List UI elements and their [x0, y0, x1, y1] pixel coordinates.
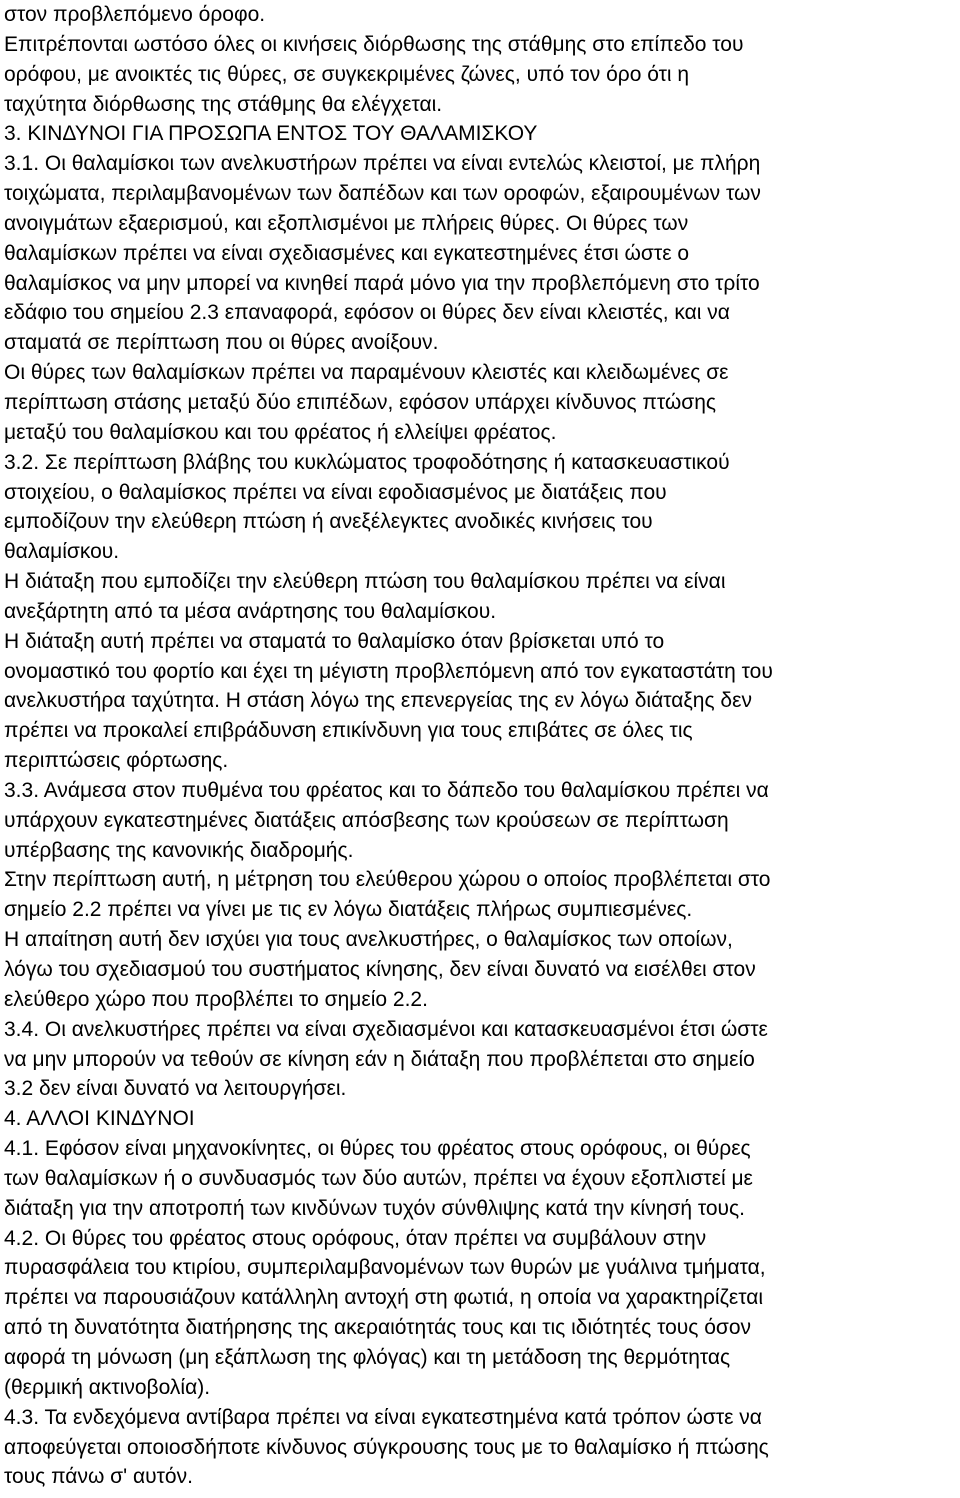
- text-line: 3.4. Οι ανελκυστήρες πρέπει να είναι σχεδιασμένοι και κατασκευασμένοι έτσι ώστε: [4, 1017, 768, 1041]
- text-line: σταματά σε περίπτωση που οι θύρες ανοίξουν.: [4, 331, 439, 355]
- text-line: στον προβλεπόμενο όροφο.: [4, 3, 266, 26]
- text-line: 4.1. Εφόσον είναι μηχανοκίνητες, οι θύρες του φρέατος στους ορόφους, οι θύρες: [4, 1137, 751, 1161]
- text-line: υπέρβασης της κανονικής διαδρομής.: [4, 838, 354, 862]
- text-line: Οι θύρες των θαλαμίσκων πρέπει να παραμένουν κλειστές και κλειδωμένες σε: [4, 361, 729, 385]
- text-line: ελεύθερο χώρο που προβλέπει το σημείο 2.2.: [4, 987, 428, 1011]
- text-line: 4.2. Οι θύρες του φρέατος στους ορόφους, όταν πρέπει να συμβάλουν στην: [4, 1226, 707, 1250]
- text-line: 4.3. Τα ενδεχόμενα αντίβαρα πρέπει να είναι εγκατεστημένα κατά τρόπον ώστε να: [4, 1405, 762, 1429]
- text-line: υπάρχουν εγκατεστημένες διατάξεις απόσβεσης των κρούσεων σε περίπτωση: [4, 808, 729, 832]
- text-line: αποφεύγεται οποιοσδήποτε κίνδυνος σύγκρουσης τους με το θαλαμίσκο ή πτώσης: [4, 1435, 769, 1459]
- text-line: πυρασφάλεια του κτιρίου, συμπεριλαμβανομένων των θυρών με γυάλινα τμήματα,: [4, 1256, 766, 1280]
- text-line: Η απαίτηση αυτή δεν ισχύει για τους ανελκυστήρες, ο θαλαμίσκος των οποίων,: [4, 928, 733, 952]
- text-line: τοιχώματα, περιλαμβανομένων των δαπέδων και των οροφών, εξαιρουμένων των: [4, 182, 761, 206]
- text-line: θαλαμίσκου.: [4, 540, 120, 564]
- text-line: ανεξάρτητη από τα μέσα ανάρτησης του θαλαμίσκου.: [4, 599, 497, 623]
- text-line: Η διάταξη που εμποδίζει την ελεύθερη πτώση του θαλαμίσκου πρέπει να είναι: [4, 570, 726, 594]
- text-line: περιπτώσεις φόρτωσης.: [4, 749, 229, 773]
- text-line: ανοιγμάτων εξαερισμού, και εξοπλισμένοι με πλήρεις θύρες. Οι θύρες των: [4, 211, 689, 235]
- text-line: ανελκυστήρα ταχύτητα. Η στάση λόγω της επενεργείας της εν λόγω διάταξης δεν: [4, 689, 752, 713]
- text-line: περίπτωση στάσης μεταξύ δύο επιπέδων, εφόσον υπάρχει κίνδυνος πτώσης: [4, 390, 717, 414]
- text-line: ταχύτητα διόρθωσης της στάθμης θα ελέγχεται.: [4, 92, 443, 116]
- text-line: 3.2 δεν είναι δυνατό να λειτουργήσει.: [4, 1077, 347, 1101]
- text-line: θαλαμίσκος να μην μπορεί να κινηθεί παρά μόνο για την προβλεπόμενη στο τρίτο: [4, 271, 760, 295]
- text-line: εδάφιο του σημείου 2.3 επαναφορά, εφόσον οι θύρες δεν είναι κλειστές, και να: [4, 301, 730, 325]
- document-text: [4, 0, 954, 1492]
- text-line: 4. ΑΛΛΟΙ ΚΙΝΔΥΝΟΙ: [4, 1107, 195, 1131]
- text-line: ορόφου, με ανοικτές τις θύρες, σε συγκεκριμένες ζώνες, υπό τον όρο ότι η: [4, 62, 690, 86]
- text-line: 3.1. Οι θαλαμίσκοι των ανελκυστήρων πρέπει να είναι εντελώς κλειστοί, με πλήρη: [4, 152, 761, 176]
- text-line: αφορά τη μόνωση (μη εξάπλωση της φλόγας) και τη μετάδοση της θερμότητας: [4, 1345, 731, 1369]
- text-line: Στην περίπτωση αυτή, η μέτρηση του ελεύθερου χώρου ο οποίος προβλέπεται στο: [4, 868, 771, 892]
- text-line: μεταξύ του θαλαμίσκου και του φρέατος ή ελλείψει φρέατος.: [4, 420, 557, 444]
- text-line: πρέπει να παρουσιάζουν κατάλληλη αντοχή στη φωτιά, η οποία να χαρακτηρίζεται: [4, 1286, 764, 1310]
- text-line: (θερμική ακτινοβολία).: [4, 1375, 211, 1399]
- text-line: διάταξη για την αποτροπή των κινδύνων τυχόν σύνθλιψης κατά την κίνησή τους.: [4, 1196, 745, 1220]
- text-line: τους πάνω σ' αυτόν.: [4, 1465, 193, 1489]
- text-line: 3.3. Ανάμεσα στον πυθμένα του φρέατος και το δάπεδο του θαλαμίσκου πρέπει να: [4, 778, 769, 802]
- text-line: να μην μπορούν να τεθούν σε κίνηση εάν η διάταξη που προβλέπεται στο σημείο: [4, 1047, 755, 1071]
- text-line: από τη δυνατότητα διατήρησης της ακεραιότητάς τους και τις ιδιότητές τους όσον: [4, 1316, 752, 1340]
- text-line: θαλαμίσκων πρέπει να είναι σχεδιασμένες και εγκατεστημένες έτσι ώστε ο: [4, 241, 690, 265]
- text-line: 3.2. Σε περίπτωση βλάβης του κυκλώματος τροφοδότησης ή κατασκευαστικού: [4, 450, 730, 474]
- text-line: λόγω του σχεδιασμού του συστήματος κίνησης, δεν είναι δυνατό να εισέλθει στον: [4, 958, 756, 981]
- text-line: εμποδίζουν την ελεύθερη πτώση ή ανεξέλεγκτες ανοδικές κινήσεις του: [4, 510, 653, 534]
- text-line: των θαλαμίσκων ή ο συνδυασμός των δύο αυτών, πρέπει να έχουν εξοπλιστεί με: [4, 1166, 753, 1190]
- text-line: 3. ΚΙΝΔΥΝΟΙ ΓΙΑ ΠΡΟΣΩΠΑ ΕΝΤΟΣ ΤΟΥ ΘΑΛΑΜΙΣΚΟΥ: [4, 122, 538, 146]
- text-line: Επιτρέπονται ωστόσο όλες οι κινήσεις διόρθωσης της στάθμης στο επίπεδο του: [4, 32, 744, 56]
- text-line: πρέπει να προκαλεί επιβράδυνση επικίνδυνη για τους επιβάτες σε όλες τις: [4, 719, 693, 743]
- text-line: σημείο 2.2 πρέπει να γίνει με τις εν λόγω διατάξεις πλήρως συμπιεσμένες.: [4, 898, 693, 922]
- text-line: Η διάταξη αυτή πρέπει να σταματά το θαλαμίσκο όταν βρίσκεται υπό το: [4, 629, 665, 653]
- text-line: στοιχείου, ο θαλαμίσκος πρέπει να είναι εφοδιασμένος με διατάξεις που: [4, 480, 667, 504]
- text-line: ονομαστικό του φορτίο και έχει τη μέγιστη προβλεπόμενη από τον εγκαταστάτη του: [4, 659, 773, 683]
